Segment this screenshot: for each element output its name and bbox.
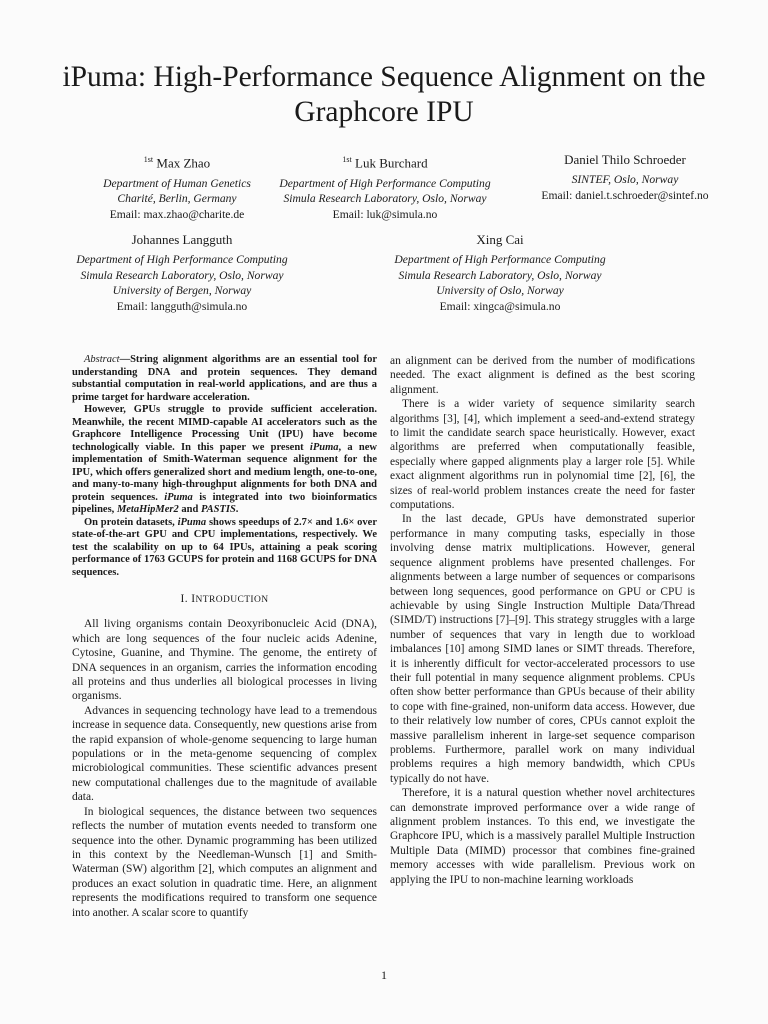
abstract-text: However, GPUs struggle to provide sufficient acceleration. Meanwhile, the recent MIMD-capable AI accelerators such as the Graphcore Intelligence Processing Unit (IPU) have become technologically viable. In this paper we present (72, 404, 377, 453)
section-title-rest: NTRODUCTION (195, 595, 269, 605)
author-email: Email: xingca@simula.no (439, 299, 561, 313)
author-affiliation: Charité, Berlin, Germany (117, 192, 237, 206)
author-name: Max Zhao (156, 155, 211, 171)
abstract-text: and (178, 504, 201, 515)
author-affiliation: Department of High Performance Computing (76, 253, 288, 267)
abstract-emphasis: MetaHipMer2 (116, 504, 179, 515)
author-affiliation: Department of High Performance Computing (394, 253, 606, 267)
author-block (510, 152, 740, 203)
author-affiliation: Simula Research Laboratory, Oslo, Norway (283, 192, 487, 206)
author-affiliation: SINTEF, Oslo, Norway (571, 173, 679, 187)
author-block (52, 232, 312, 314)
author-name: Xing Cai (476, 232, 524, 247)
abstract-text: , a new implementation of Smith-Waterman sequence alignment for the IPU, which offers generalized short and medium length, one-to-one, and many-to-many high-throughput alignments for both DNA and protein sequences. (72, 441, 377, 503)
body-paragraph: Advances in sequencing technology have lead to a tremendous increase in sequence data. Consequently, new questions arise from the rapid expansion of whole-genome sequencing to large human populations or in the meta-genome sequencing of complex microbiological communities. These scientific advances present new computational challenges due to the magnitude of available data. (72, 704, 377, 804)
author-affiliation: Simula Research Laboratory, Oslo, Norway (398, 268, 602, 282)
author-affiliation: Department of High Performance Computing (279, 176, 491, 190)
author-mark: 1st (143, 155, 154, 164)
body-paragraph: Therefore, it is a natural question whether novel architectures can demonstrate improved performance over a wide range of alignment problem instances. To this end, we investigate the Graphcore IPU, which is a massively parallel Multiple Instruction Multiple Data (MIMD) processor that combines fine-grained memory accesses with wide parallelism. Previous work on applying the IPU to non-machine learning workloads (390, 787, 695, 886)
abstract-emphasis: iPuma (177, 516, 207, 528)
section-heading (72, 592, 377, 607)
abstract-text: is integrated into two bioinformatics pipelines, (72, 491, 377, 515)
author-affiliation: Department of Human Genetics (103, 176, 251, 190)
author-affiliation: University of Bergen, Norway (112, 284, 252, 298)
author-name: Luk Burchard (355, 155, 428, 171)
right-column (390, 354, 695, 887)
abstract-emphasis: iPuma (164, 491, 193, 503)
author-email: Email: langguth@simula.no (116, 299, 248, 313)
abstract-text: On protein datasets, (84, 516, 178, 528)
author-affiliation: Simula Research Laboratory, Oslo, Norway (80, 268, 284, 282)
paper-title: iPuma: High-Performance Sequence Alignment on the Graphcore IPU (62, 61, 706, 128)
author-email: Email: daniel.t.schroeder@sintef.no (541, 188, 709, 202)
body-paragraph: an alignment can be derived from the number of modifications needed. The exact alignment is defined as the best scoring alignment. (390, 355, 695, 396)
abstract-emphasis: PASTIS (200, 504, 236, 515)
author-name: Johannes Langguth (131, 232, 233, 247)
author-email: Email: max.zhao@charite.de (109, 207, 245, 221)
author-mark: 1st (342, 155, 352, 164)
body-paragraph: All living organisms contain Deoxyribonucleic Acid (DNA), which are long sequences of the four nucleic acids Adenine, Cytosine, Guanine, and Thymine. The genome, the entirety of DNA sequences in an organism, carries the information encoding all proteins and thus underlies all biological processes in living organisms. (72, 618, 377, 703)
author-name: Daniel Thilo Schroeder (564, 152, 686, 167)
abstract-label: Abstract (84, 354, 120, 365)
abstract (72, 354, 377, 579)
abstract-text: shows speedups of 2.7× and 1.6× over state-of-the-art GPU and CPU implementations, respectively. We test the scalability on up to 64 IPUs, attaining a peak scoring performance of 1763 GCUPS for protein and 1168 GCUPS for DNA sequences. (72, 516, 377, 578)
body-paragraph: In the last decade, GPUs have demonstrated superior performance in many computing tasks, especially in those involving dense matrix multiplications. However, general sequence alignment problems have presented challenges. For alignments between a large number of sequences or comparisons between long sequences, good performance on GPU or CPU is achievable by using Single Instruction Multiple Data/Thread (SIMD/T) instructions [7]–[9]. This strategy struggles with a large number of sequences that vary in length due to workload imbalances [10] among SIMD lanes or SIMT threads. Therefore, it is inherently difficult for vector-accelerated processors to use their full potential in many sequence alignment problems. CPUs often show better performance than GPUs because of their ability to cope with fine-grained, non-uniform data access. However, due to their relatively low number of cores, CPUs cannot exploit the massive parallelism inherent in large-set sequence comparison problems. Furthermore, parallel work on many individual problems requires a high memory bandwidth, which CPUs typically do not have. (390, 513, 695, 785)
abstract-emphasis: iPuma (309, 441, 339, 453)
body-paragraph: There is a wider variety of sequence similarity search algorithms [3], [4], which implement a seed-and-extend strategy to limit the candidate search space heuristically. However, exact algorithms are preferred when computationally feasible, especially where gapped alignments play a larger role [5]. While exact alignment algorithms run in polynomial time [2], [6], the sizes of real-world problem instances create the need for faster computations. (390, 398, 695, 512)
author-block (255, 152, 515, 222)
author-affiliation: University of Oslo, Norway (436, 284, 564, 298)
section-title-initial: I (191, 593, 196, 605)
section-numeral: I. (180, 593, 188, 605)
page-number: 1 (381, 968, 387, 982)
abstract-text: —String alignment algorithms are an essential tool for understanding DNA and protein sequences. They demand substantial computation in real-world applications, and are thus a prime target for hardware acceleration. (72, 354, 377, 403)
body-paragraph: In biological sequences, the distance between two sequences reflects the number of mutation events needed to transform one sequence into the other. Dynamic programming has been utilized in this context by the Needleman-Wunsch [1] and Smith-Waterman (SW) algorithm [2], which computes an alignment and produces an exact solution in quadratic time. Here, an alignment represents the modifications required to transform one sequence into another. A scalar score to quantify (72, 805, 377, 919)
author-email: Email: luk@simula.no (332, 207, 438, 221)
left-column (72, 354, 377, 920)
author-block (370, 232, 630, 314)
abstract-text: . (235, 504, 239, 515)
